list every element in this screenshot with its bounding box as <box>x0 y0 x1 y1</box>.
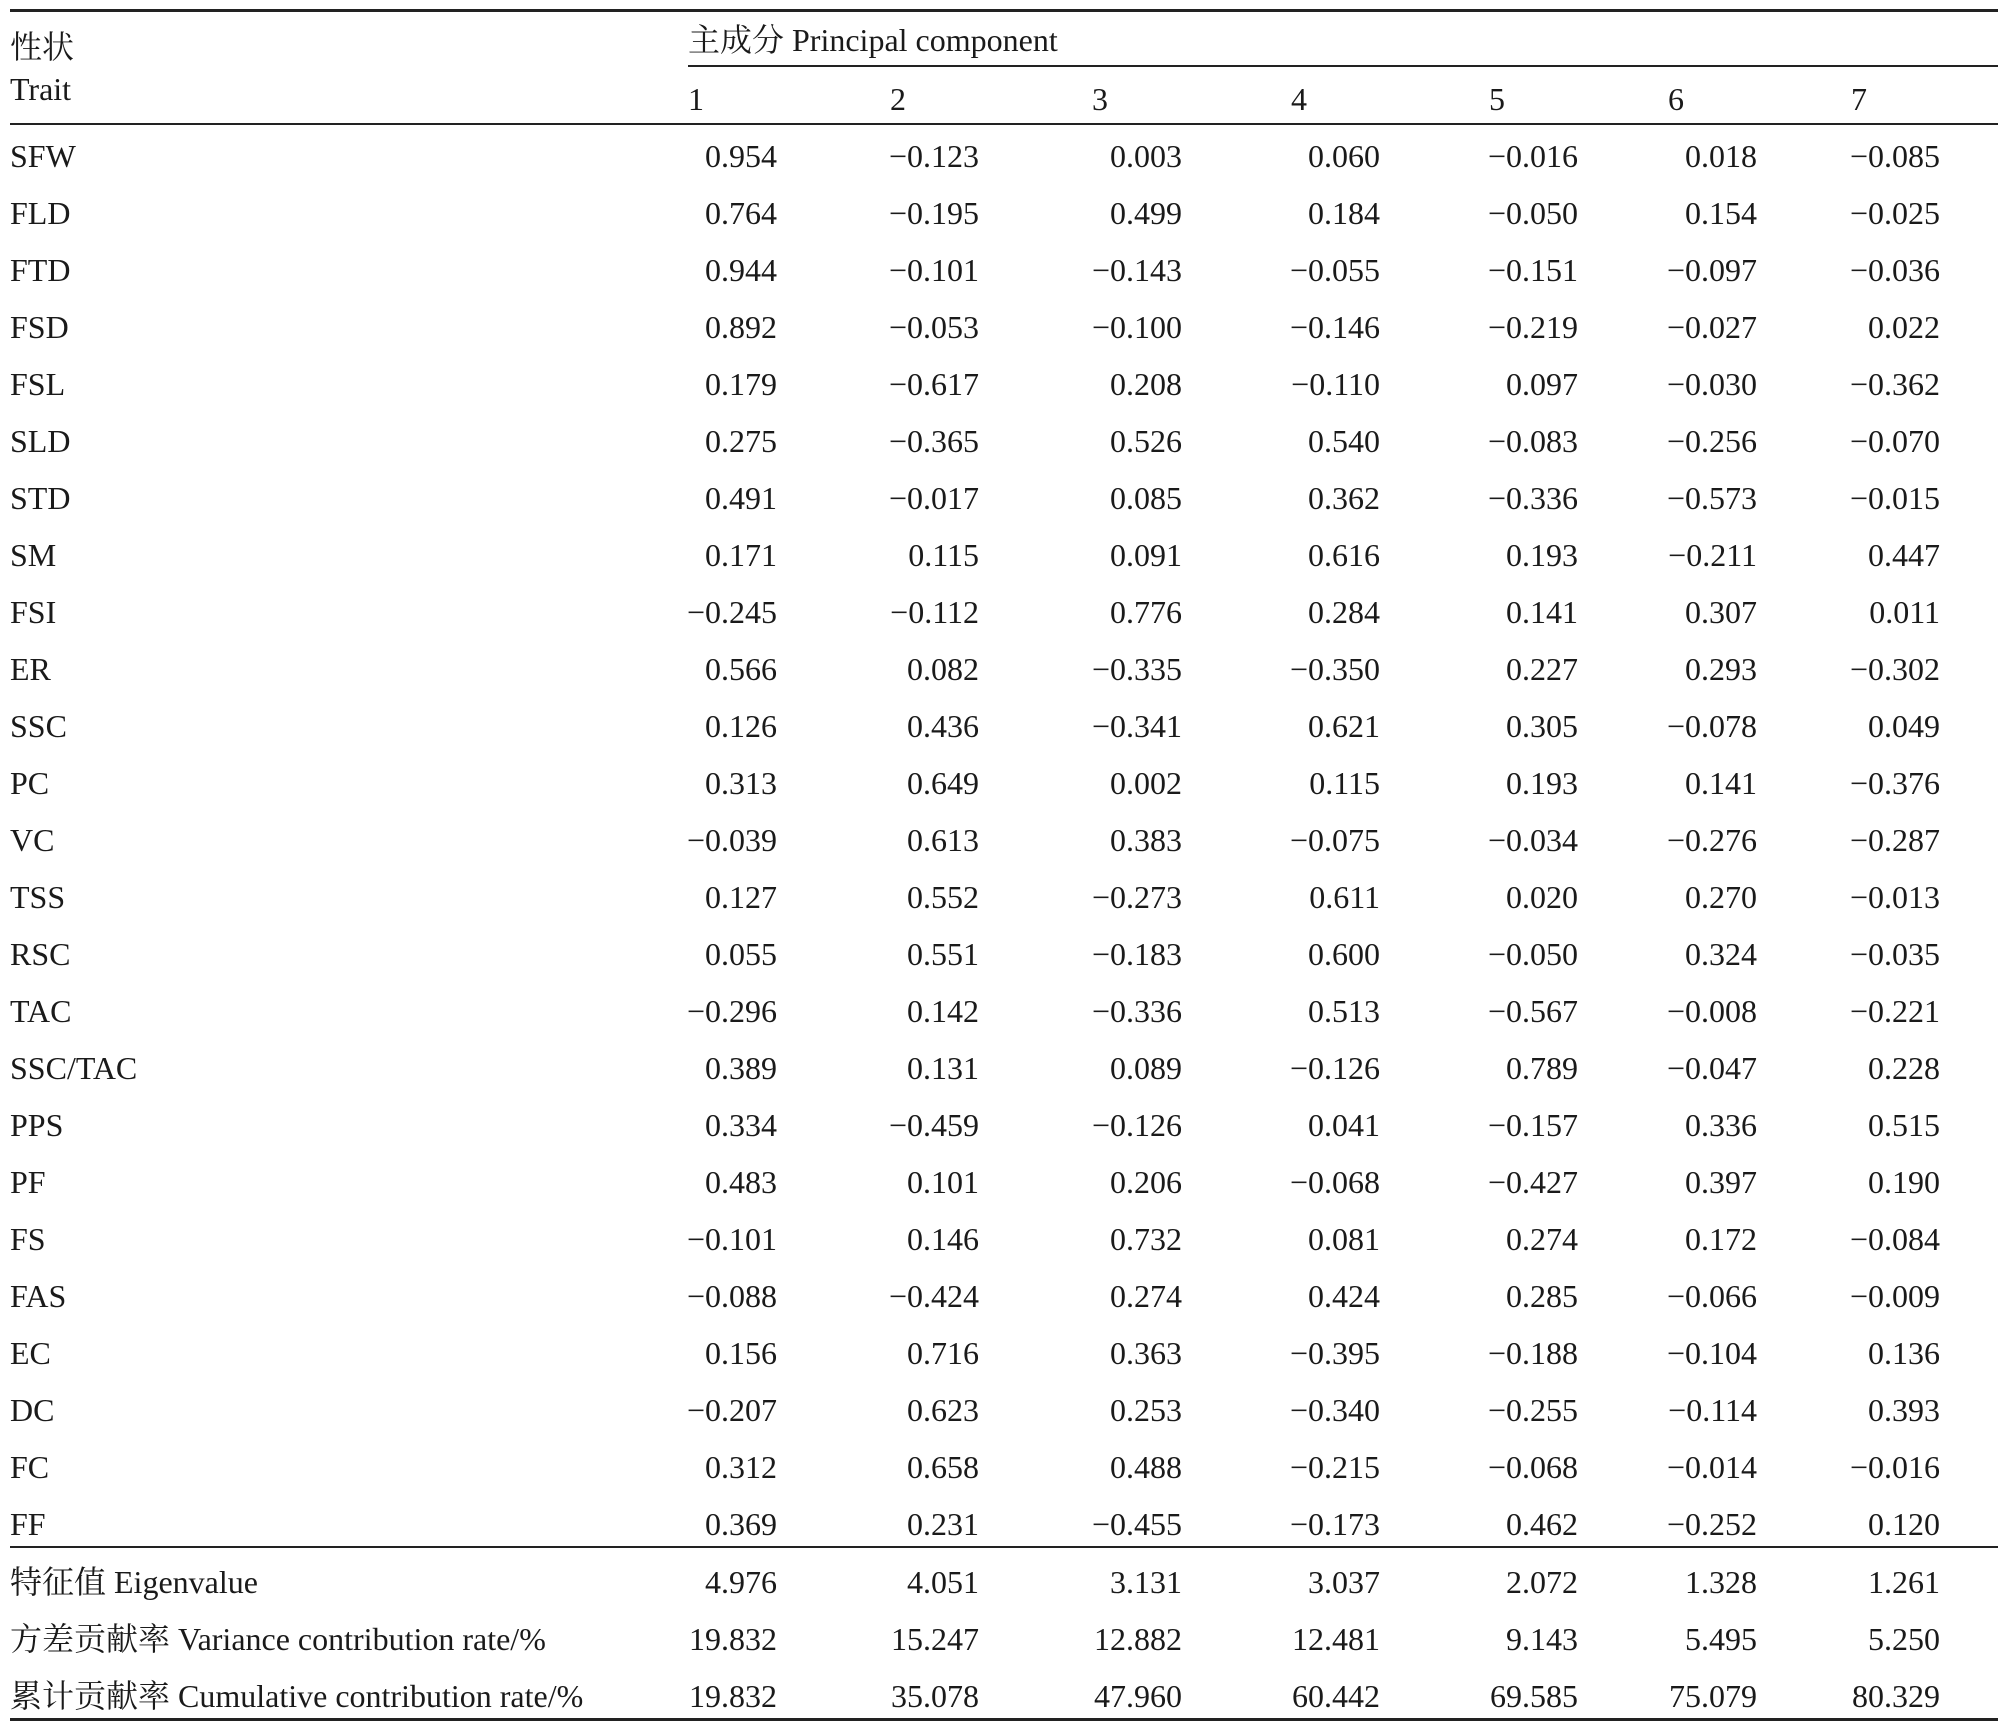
loading-cell: 0.126 <box>705 708 777 744</box>
loading-cell: 0.136 <box>1868 1335 1940 1371</box>
loading-cell: 0.275 <box>705 423 777 459</box>
summary-value: 4.051 <box>907 1564 979 1600</box>
loading-cell: −0.273 <box>1091 879 1182 915</box>
summary-value: 60.442 <box>1292 1678 1380 1714</box>
loading-cell: 0.011 <box>1869 594 1940 630</box>
loading-cell: 0.049 <box>1868 708 1940 744</box>
loading-cell: −0.035 <box>1849 936 1940 972</box>
loading-cell: 0.081 <box>1308 1221 1380 1257</box>
summary-value: 35.078 <box>891 1678 979 1714</box>
loading-cell: 0.369 <box>705 1506 777 1542</box>
loading-cell: 0.142 <box>907 993 979 1029</box>
loading-cell: 0.206 <box>1110 1164 1182 1200</box>
trait-cell: EC <box>10 1335 51 1371</box>
loading-cell: 0.131 <box>907 1050 979 1086</box>
loading-cell: −0.050 <box>1487 936 1578 972</box>
loading-cell: −0.340 <box>1289 1392 1380 1428</box>
loading-cell: 0.085 <box>1110 480 1182 516</box>
loading-cell: 0.193 <box>1506 537 1578 573</box>
loading-cell: −0.188 <box>1487 1335 1578 1371</box>
trait-cell: SSC/TAC <box>10 1050 138 1086</box>
loading-cell: −0.075 <box>1289 822 1380 858</box>
loading-cell: 0.334 <box>705 1107 777 1143</box>
loading-cell: −0.362 <box>1849 366 1940 402</box>
loading-cell: 0.462 <box>1506 1506 1578 1542</box>
loading-cell: −0.068 <box>1487 1449 1578 1485</box>
summary-value: 2.072 <box>1506 1564 1578 1600</box>
loading-cell: −0.424 <box>888 1278 979 1314</box>
loading-cell: 0.082 <box>907 651 979 687</box>
summary-value: 1.261 <box>1868 1564 1940 1600</box>
loading-cell: 0.154 <box>1685 195 1757 231</box>
loading-cell: −0.296 <box>686 993 777 1029</box>
loading-cell: −0.252 <box>1666 1506 1757 1542</box>
trait-cell: PF <box>10 1164 46 1200</box>
loading-cell: −0.088 <box>686 1278 777 1314</box>
loading-cell: 0.274 <box>1506 1221 1578 1257</box>
loading-cell: −0.341 <box>1091 708 1182 744</box>
loading-cell: 0.954 <box>705 138 777 174</box>
loading-cell: 0.307 <box>1685 594 1757 630</box>
summary-value: 80.329 <box>1852 1678 1940 1714</box>
loading-cell: 0.091 <box>1110 537 1182 573</box>
loading-cell: 0.231 <box>907 1506 979 1542</box>
loading-cell: −0.459 <box>888 1107 979 1143</box>
loading-cell: −0.215 <box>1289 1449 1380 1485</box>
summary-label: 特征值 Eigenvalue <box>10 1564 258 1600</box>
loading-cell: −0.017 <box>888 480 979 516</box>
loading-cell: −0.068 <box>1289 1164 1380 1200</box>
loading-cell: −0.027 <box>1666 309 1757 345</box>
loading-cell: −0.016 <box>1487 138 1578 174</box>
loading-cell: 0.293 <box>1685 651 1757 687</box>
component-header-5: 5 <box>1489 81 1505 117</box>
summary-value: 1.328 <box>1685 1564 1757 1600</box>
summary-rule <box>10 1546 1998 1548</box>
loading-cell: −0.183 <box>1091 936 1182 972</box>
loading-cell: 0.623 <box>907 1392 979 1428</box>
trait-cell: FSD <box>10 309 69 345</box>
summary-value: 19.832 <box>689 1678 777 1714</box>
loading-cell: 0.551 <box>907 936 979 972</box>
loading-cell: −0.100 <box>1091 309 1182 345</box>
loading-cell: 0.313 <box>705 765 777 801</box>
top-rule <box>10 9 1998 12</box>
summary-value: 3.131 <box>1110 1564 1182 1600</box>
loading-cell: −0.104 <box>1666 1335 1757 1371</box>
loading-cell: 0.120 <box>1868 1506 1940 1542</box>
loading-cell: 0.764 <box>705 195 777 231</box>
loading-cell: −0.221 <box>1849 993 1940 1029</box>
summary-value: 15.247 <box>891 1621 979 1657</box>
loading-cell: 0.389 <box>705 1050 777 1086</box>
summary-value: 19.832 <box>689 1621 777 1657</box>
summary-value: 12.481 <box>1292 1621 1380 1657</box>
summary-value: 3.037 <box>1308 1564 1380 1600</box>
loading-cell: −0.066 <box>1666 1278 1757 1314</box>
loading-cell: −0.219 <box>1487 309 1578 345</box>
trait-cell: ER <box>10 651 51 687</box>
loading-cell: 0.447 <box>1868 537 1940 573</box>
loading-cell: −0.114 <box>1668 1392 1757 1428</box>
trait-cell: FTD <box>10 252 71 288</box>
loading-cell: −0.376 <box>1849 765 1940 801</box>
loading-cell: 0.253 <box>1110 1392 1182 1428</box>
trait-cell: FC <box>10 1449 50 1485</box>
principal-component-header: 主成分 Principal component <box>688 22 1058 58</box>
loading-cell: 0.115 <box>1309 765 1380 801</box>
loading-cell: −0.336 <box>1091 993 1182 1029</box>
loading-cell: 0.526 <box>1110 423 1182 459</box>
trait-cell: PC <box>10 765 50 801</box>
loading-cell: 0.089 <box>1110 1050 1182 1086</box>
loading-cell: 0.324 <box>1685 936 1757 972</box>
loading-cell: 0.146 <box>907 1221 979 1257</box>
trait-cell: FSI <box>10 594 57 630</box>
loading-cell: 0.305 <box>1506 708 1578 744</box>
loading-cell: −0.126 <box>1289 1050 1380 1086</box>
trait-cell: FSL <box>10 366 66 402</box>
loading-cell: 0.892 <box>705 309 777 345</box>
loading-cell: −0.302 <box>1849 651 1940 687</box>
loading-cell: 0.208 <box>1110 366 1182 402</box>
bottom-rule <box>10 1718 1998 1721</box>
loading-cell: 0.179 <box>705 366 777 402</box>
loading-cell: −0.365 <box>888 423 979 459</box>
summary-value: 75.079 <box>1669 1678 1757 1714</box>
trait-cell: DC <box>10 1392 55 1428</box>
loading-cell: 0.020 <box>1506 879 1578 915</box>
loading-cell: −0.245 <box>686 594 777 630</box>
loading-cell: 0.600 <box>1308 936 1380 972</box>
loading-cell: −0.395 <box>1289 1335 1380 1371</box>
trait-cell: SLD <box>10 423 71 459</box>
trait-cell: FLD <box>10 195 71 231</box>
loading-cell: 0.228 <box>1868 1050 1940 1086</box>
loading-cell: −0.255 <box>1487 1392 1578 1428</box>
loading-cell: 0.789 <box>1506 1050 1578 1086</box>
loading-cell: 0.540 <box>1308 423 1380 459</box>
loading-cell: 0.141 <box>1685 765 1757 801</box>
loading-cell: 0.285 <box>1506 1278 1578 1314</box>
loading-cell: 0.190 <box>1868 1164 1940 1200</box>
loading-cell: −0.070 <box>1849 423 1940 459</box>
loading-cell: −0.101 <box>888 252 979 288</box>
loading-cell: 0.227 <box>1506 651 1578 687</box>
loading-cell: −0.014 <box>1666 1449 1757 1485</box>
trait-cell: RSC <box>10 936 71 972</box>
loading-cell: 0.003 <box>1110 138 1182 174</box>
loading-cell: 0.018 <box>1685 138 1757 174</box>
loading-cell: 0.393 <box>1868 1392 1940 1428</box>
loading-cell: −0.097 <box>1666 252 1757 288</box>
loading-cell: −0.036 <box>1849 252 1940 288</box>
loading-cell: 0.002 <box>1110 765 1182 801</box>
loading-cell: −0.567 <box>1487 993 1578 1029</box>
summary-value: 69.585 <box>1490 1678 1578 1714</box>
loading-cell: 0.716 <box>907 1335 979 1371</box>
loading-cell: −0.123 <box>888 138 979 174</box>
loading-cell: −0.083 <box>1487 423 1578 459</box>
loading-cell: −0.025 <box>1849 195 1940 231</box>
loading-cell: −0.008 <box>1666 993 1757 1029</box>
loading-cell: 0.397 <box>1685 1164 1757 1200</box>
loading-cell: −0.015 <box>1849 480 1940 516</box>
loading-cell: −0.101 <box>686 1221 777 1257</box>
loading-cell: −0.053 <box>888 309 979 345</box>
loading-cell: −0.195 <box>888 195 979 231</box>
loading-cell: −0.013 <box>1849 879 1940 915</box>
loading-cell: 0.156 <box>705 1335 777 1371</box>
loading-cell: −0.055 <box>1289 252 1380 288</box>
loading-cell: −0.143 <box>1091 252 1182 288</box>
loading-cell: −0.047 <box>1666 1050 1757 1086</box>
loading-cell: −0.276 <box>1666 822 1757 858</box>
loading-cell: 0.184 <box>1308 195 1380 231</box>
trait-cell: VC <box>10 822 55 858</box>
loading-cell: −0.085 <box>1849 138 1940 174</box>
component-header-3: 3 <box>1092 81 1108 117</box>
loading-cell: 0.499 <box>1110 195 1182 231</box>
loading-cell: −0.455 <box>1091 1506 1182 1542</box>
trait-cell: FAS <box>10 1278 67 1314</box>
loading-cell: 0.649 <box>907 765 979 801</box>
loading-cell: −0.009 <box>1849 1278 1940 1314</box>
loading-cell: −0.573 <box>1666 480 1757 516</box>
component-header-7: 7 <box>1851 81 1867 117</box>
loading-cell: 0.055 <box>705 936 777 972</box>
loading-cell: 0.172 <box>1685 1221 1757 1257</box>
loading-cell: 0.424 <box>1308 1278 1380 1314</box>
loading-cell: −0.078 <box>1666 708 1757 744</box>
loading-cell: 0.362 <box>1308 480 1380 516</box>
loading-cell: 0.436 <box>907 708 979 744</box>
component-header-6: 6 <box>1668 81 1684 117</box>
loading-cell: 0.270 <box>1685 879 1757 915</box>
loading-cell: 0.312 <box>705 1449 777 1485</box>
loading-cell: −0.256 <box>1666 423 1757 459</box>
loading-cell: 0.552 <box>907 879 979 915</box>
loading-cell: −0.287 <box>1849 822 1940 858</box>
loading-cell: 0.363 <box>1110 1335 1182 1371</box>
loading-cell: 0.097 <box>1506 366 1578 402</box>
loading-cell: 0.566 <box>705 651 777 687</box>
loading-cell: −0.427 <box>1487 1164 1578 1200</box>
trait-header-en: Trait <box>10 71 72 107</box>
loading-cell: −0.157 <box>1487 1107 1578 1143</box>
loading-cell: −0.617 <box>888 366 979 402</box>
trait-cell: SFW <box>10 138 76 174</box>
loading-cell: 0.483 <box>705 1164 777 1200</box>
loading-cell: 0.115 <box>908 537 979 573</box>
trait-cell: TAC <box>10 993 72 1029</box>
loading-cell: 0.515 <box>1868 1107 1940 1143</box>
loading-cell: 0.611 <box>1309 879 1380 915</box>
loading-cell: −0.084 <box>1849 1221 1940 1257</box>
loading-cell: −0.336 <box>1487 480 1578 516</box>
loading-cell: 0.732 <box>1110 1221 1182 1257</box>
loading-cell: 0.336 <box>1685 1107 1757 1143</box>
loading-cell: 0.488 <box>1110 1449 1182 1485</box>
loading-cell: −0.151 <box>1487 252 1578 288</box>
loading-cell: −0.335 <box>1091 651 1182 687</box>
loading-cell: −0.110 <box>1291 366 1380 402</box>
loading-cell: 0.284 <box>1308 594 1380 630</box>
loading-cell: −0.350 <box>1289 651 1380 687</box>
loading-cell: 0.944 <box>705 252 777 288</box>
summary-value: 4.976 <box>705 1564 777 1600</box>
loading-cell: 0.383 <box>1110 822 1182 858</box>
loading-cell: −0.034 <box>1487 822 1578 858</box>
summary-value: 47.960 <box>1094 1678 1182 1714</box>
trait-cell: FF <box>10 1506 46 1542</box>
summary-value: 5.495 <box>1685 1621 1757 1657</box>
loading-cell: −0.146 <box>1289 309 1380 345</box>
loading-cell: −0.211 <box>1668 537 1757 573</box>
loading-cell: −0.126 <box>1091 1107 1182 1143</box>
loading-cell: 0.776 <box>1110 594 1182 630</box>
loading-cell: −0.016 <box>1849 1449 1940 1485</box>
loading-cell: −0.050 <box>1487 195 1578 231</box>
loading-cell: 0.022 <box>1868 309 1940 345</box>
loading-cell: 0.101 <box>907 1164 979 1200</box>
loading-cell: 0.621 <box>1308 708 1380 744</box>
loading-cell: 0.041 <box>1308 1107 1380 1143</box>
loading-cell: 0.274 <box>1110 1278 1182 1314</box>
trait-cell: STD <box>10 480 71 516</box>
trait-header-cn: 性状 <box>10 29 75 65</box>
loading-cell: 0.171 <box>705 537 777 573</box>
loading-cell: 0.616 <box>1308 537 1380 573</box>
summary-label: 方差贡献率 Variance contribution rate/% <box>10 1621 546 1657</box>
trait-cell: PPS <box>10 1107 64 1143</box>
loading-cell: 0.658 <box>907 1449 979 1485</box>
component-header-4: 4 <box>1291 81 1307 117</box>
loading-cell: −0.112 <box>890 594 979 630</box>
loading-cell: 0.141 <box>1506 594 1578 630</box>
trait-cell: SM <box>10 537 57 573</box>
trait-cell: TSS <box>10 879 66 915</box>
component-header-1: 1 <box>688 81 704 117</box>
trait-cell: SSC <box>10 708 67 744</box>
loading-cell: 0.127 <box>705 879 777 915</box>
loading-cell: −0.030 <box>1666 366 1757 402</box>
summary-label: 累计贡献率 Cumulative contribution rate/% <box>10 1678 584 1714</box>
header-subrule <box>688 65 1998 67</box>
loading-cell: 0.193 <box>1506 765 1578 801</box>
trait-cell: FS <box>10 1221 46 1257</box>
loading-cell: −0.207 <box>686 1392 777 1428</box>
summary-value: 12.882 <box>1094 1621 1182 1657</box>
summary-value: 9.143 <box>1506 1621 1578 1657</box>
loading-cell: 0.513 <box>1308 993 1380 1029</box>
loading-cell: 0.060 <box>1308 138 1380 174</box>
component-header-2: 2 <box>890 81 906 117</box>
loading-cell: 0.491 <box>705 480 777 516</box>
header-bottom-rule <box>10 123 1998 125</box>
loading-cell: −0.173 <box>1289 1506 1380 1542</box>
loading-cell: 0.613 <box>907 822 979 858</box>
loading-cell: −0.039 <box>686 822 777 858</box>
summary-value: 5.250 <box>1868 1621 1940 1657</box>
